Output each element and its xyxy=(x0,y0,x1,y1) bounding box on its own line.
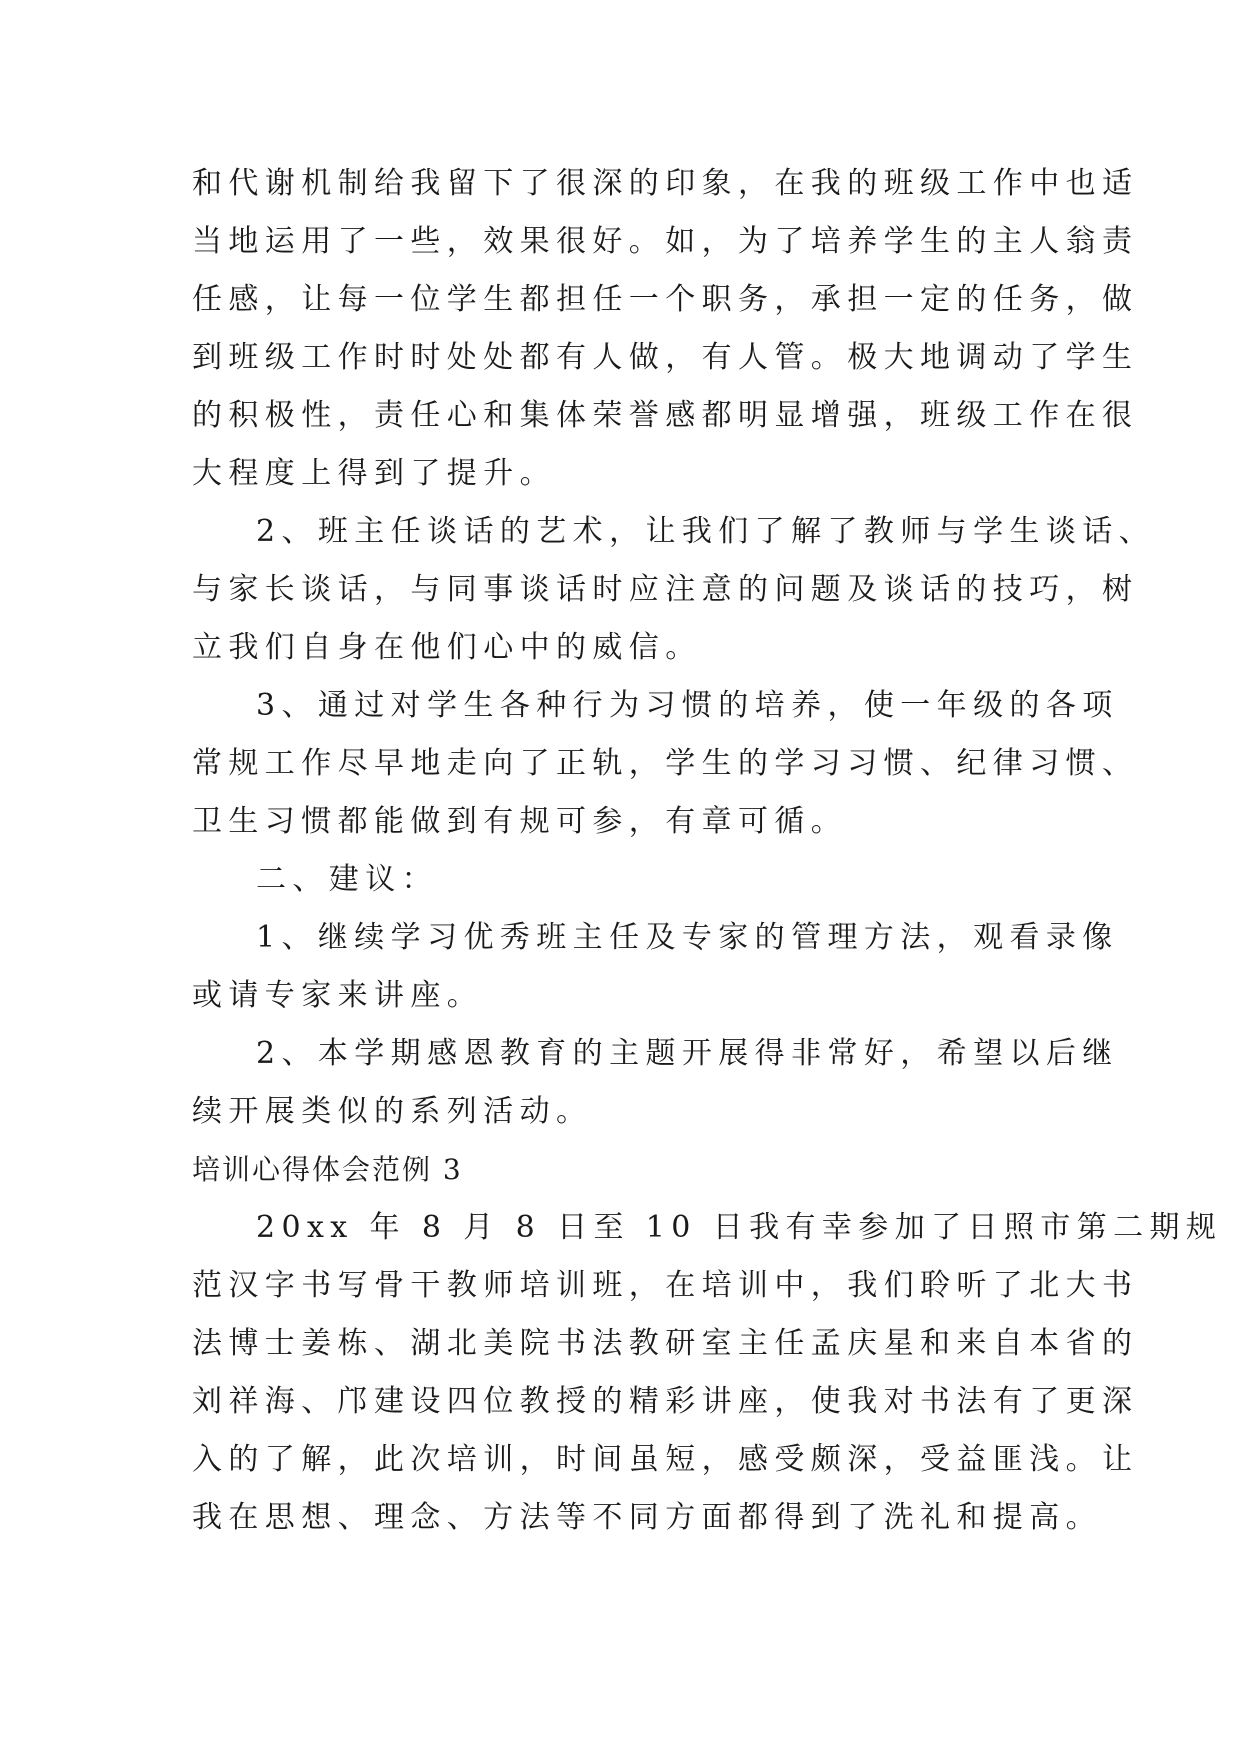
paragraph-line: 2、本学期感恩教育的主题开展得非常好，希望以后继 xyxy=(256,1036,1119,1071)
paragraph-line: 1、继续学习优秀班主任及专家的管理方法，观看录像 xyxy=(256,920,1119,955)
paragraph-line: 大程度上得到了提升。 xyxy=(192,456,556,491)
paragraph-line: 任感，让每一位学生都担任一个职务，承担一定的任务，做 xyxy=(192,282,1139,317)
paragraph-line: 常规工作尽早地走向了正轨，学生的学习习惯、纪律习惯、 xyxy=(192,746,1139,781)
paragraph-line: 卫生习惯都能做到有规可参，有章可循。 xyxy=(192,804,848,839)
example-heading: 培训心得体会范例 3 xyxy=(192,1153,463,1186)
paragraph-line: 3、通过对学生各种行为习惯的培养，使一年级的各项 xyxy=(256,688,1119,723)
paragraph-line: 与家长谈话，与同事谈话时应注意的问题及谈话的技巧，树 xyxy=(192,572,1139,607)
paragraph-line: 的积极性，责任心和集体荣誉感都明显增强，班级工作在很 xyxy=(192,398,1139,433)
paragraph-line: 范汉字书写骨干教师培训班，在培训中，我们聆听了北大书 xyxy=(192,1268,1139,1303)
document-page xyxy=(192,155,1223,1547)
paragraph-line: 续开展类似的系列活动。 xyxy=(192,1094,593,1129)
section-heading-suggestions: 二、建议： xyxy=(256,862,438,897)
paragraph-line: 当地运用了一些，效果很好。如，为了培养学生的主人翁责 xyxy=(192,224,1139,259)
paragraph-line: 刘祥海、邝建设四位教授的精彩讲座，使我对书法有了更深 xyxy=(192,1384,1139,1419)
paragraph-line: 或请专家来讲座。 xyxy=(192,978,484,1013)
paragraph-line: 和代谢机制给我留下了很深的印象，在我的班级工作中也适 xyxy=(192,166,1139,201)
paragraph-line: 立我们自身在他们心中的威信。 xyxy=(192,630,702,665)
paragraph-line: 到班级工作时时处处都有人做，有人管。极大地调动了学生 xyxy=(192,340,1139,375)
paragraph-line: 入的了解，此次培训，时间虽短，感受颇深，受益匪浅。让 xyxy=(192,1442,1139,1477)
paragraph-line: 我在思想、理念、方法等不同方面都得到了洗礼和提高。 xyxy=(192,1500,1102,1535)
paragraph-line: 20xx 年 8 月 8 日至 10 日我有幸参加了日照市第二期规 xyxy=(256,1210,1223,1245)
paragraph-line: 2、班主任谈话的艺术，让我们了解了教师与学生谈话、 xyxy=(256,514,1156,549)
paragraph-line: 法博士姜栋、湖北美院书法教研室主任孟庆星和来自本省的 xyxy=(192,1326,1139,1361)
